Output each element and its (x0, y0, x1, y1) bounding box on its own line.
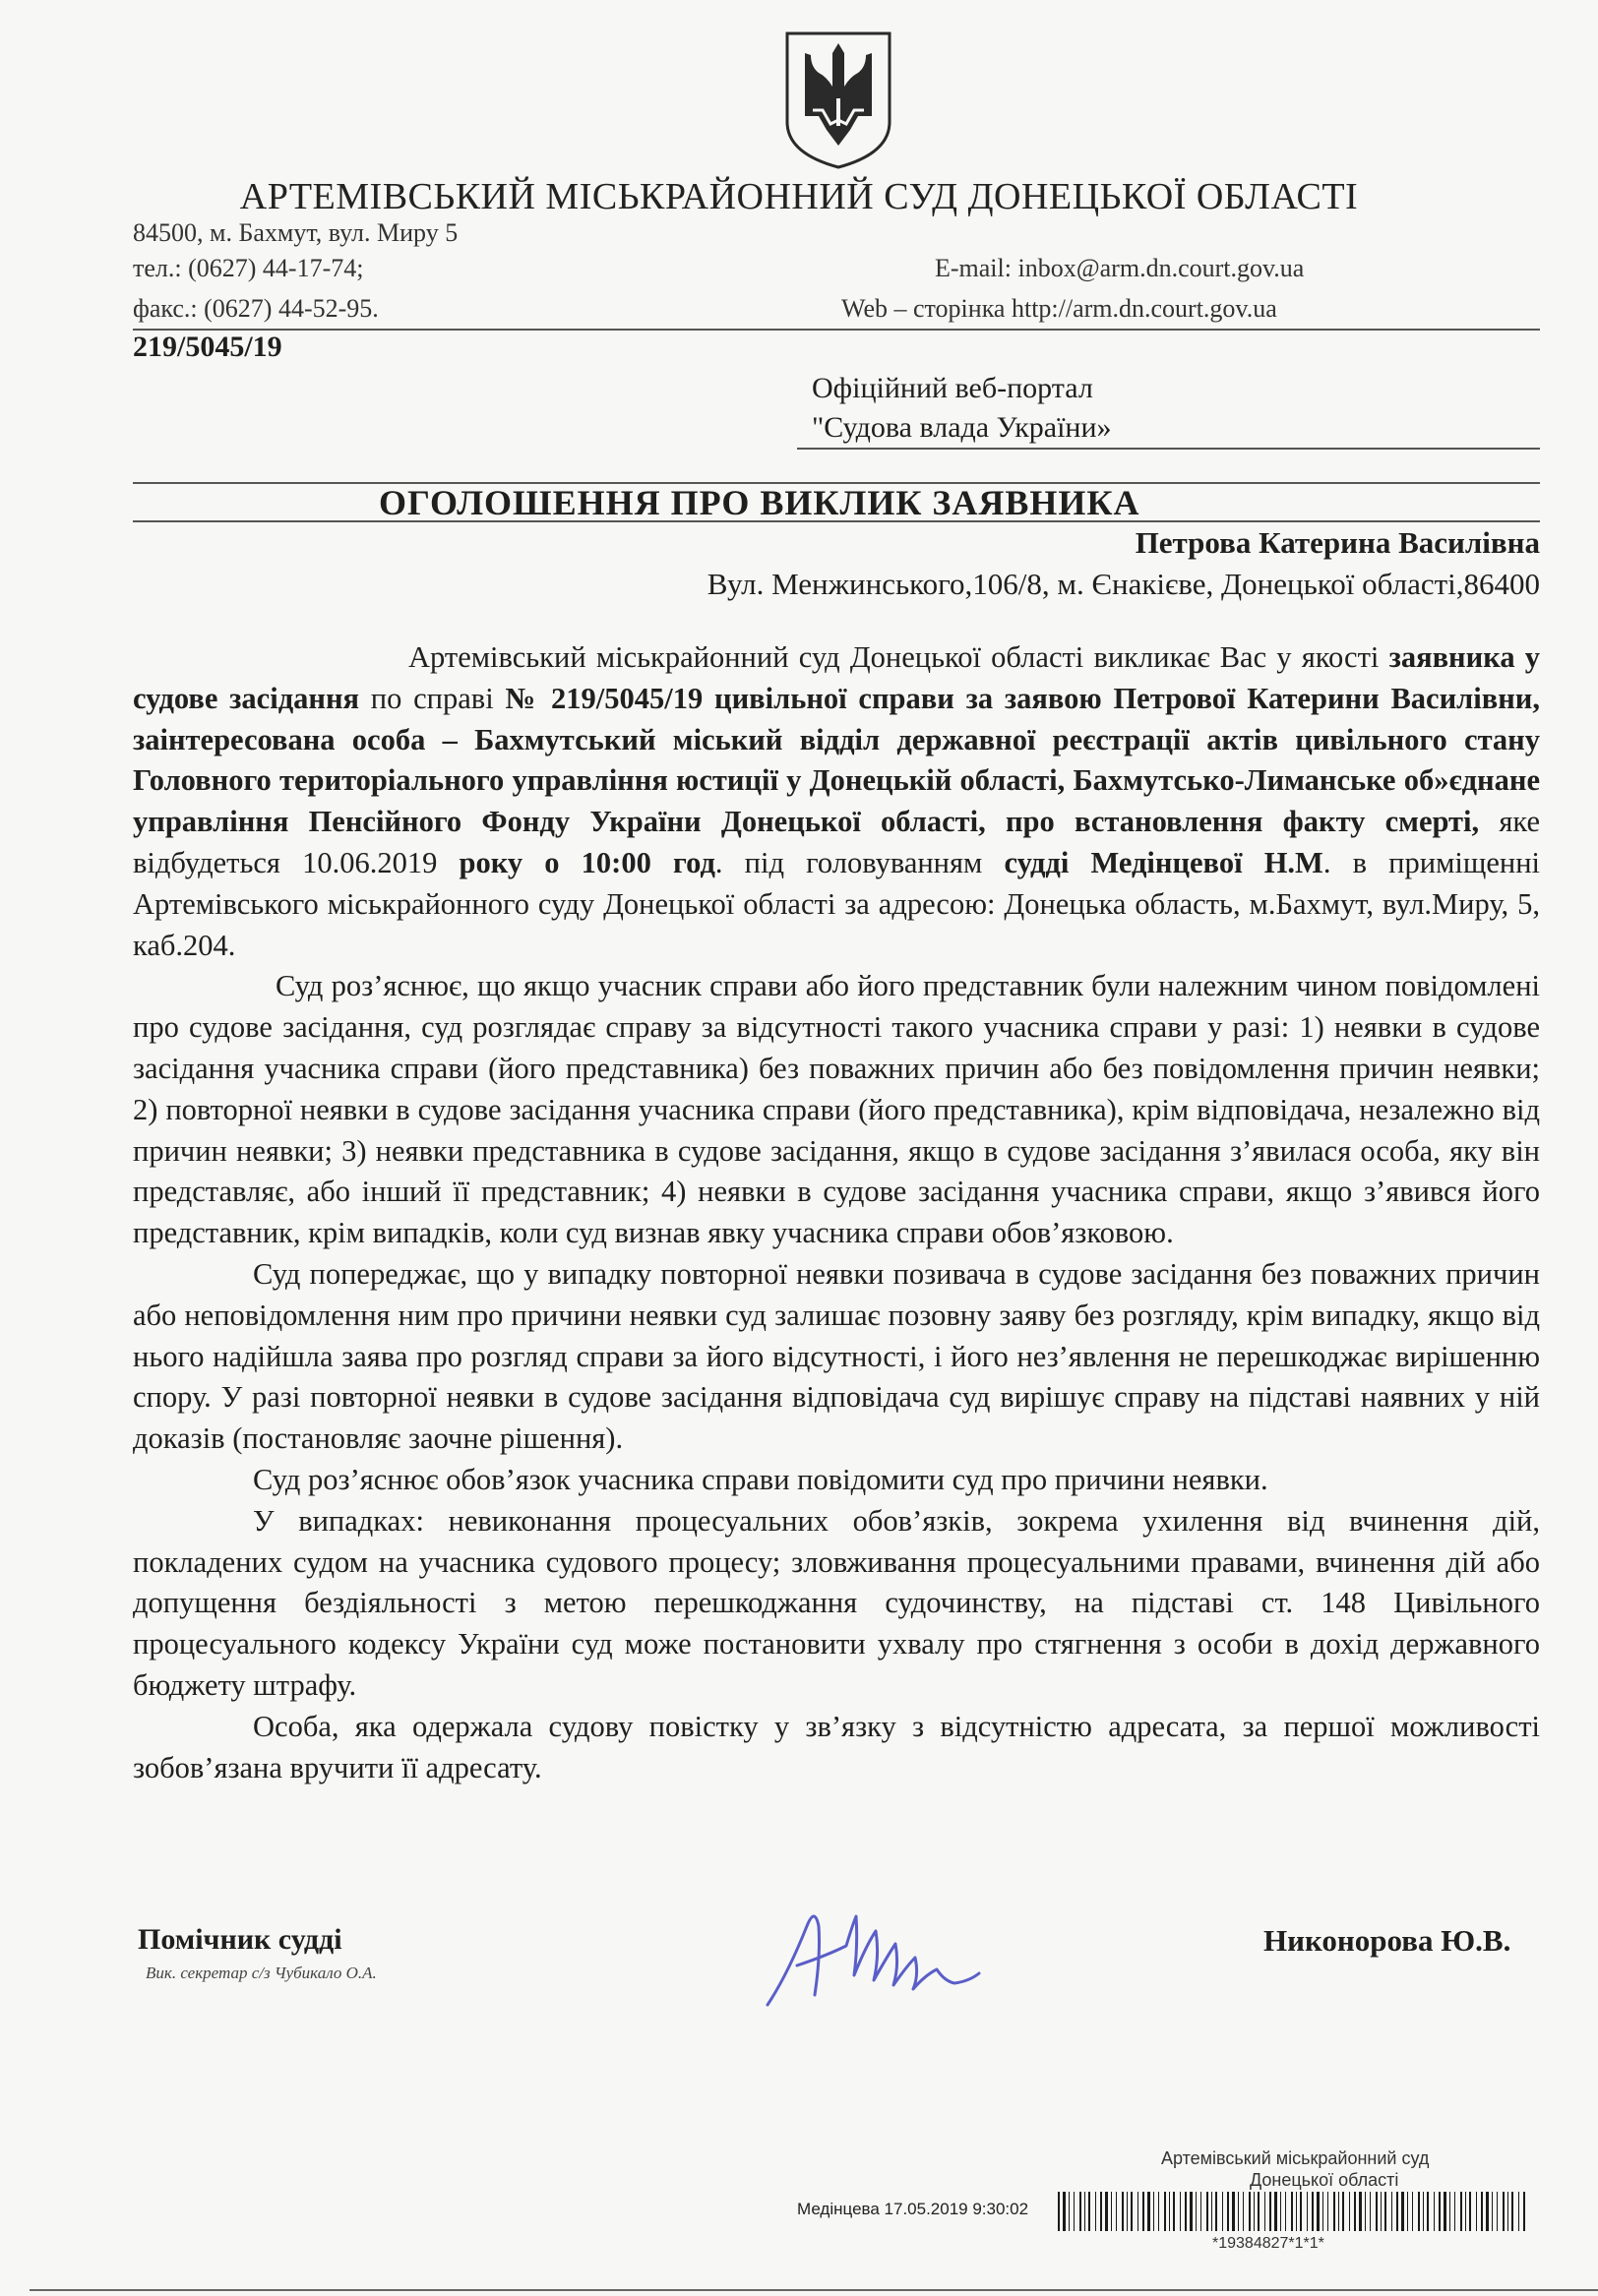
summons-time: року о 10:00 год (459, 845, 715, 879)
summons-text-1: Артемівський міськрайонний суд Донецької області викликає Вас у якості (408, 640, 1389, 674)
paragraph-warning: Суд попереджає, що у випадку повторної неявки позивача в судове засідання без поважних причин або неповідомлення ним про причини неявки суд залишає позовну заяву без розгляду, крім випадку, якщо від нього надійшла заява про розгляд справи за його відсутності, і його нез’явлення не перешкоджає вирішенню спору. У разі повторної неявки в судове засідання відповідача суд вирішує справу на підставі наявних у ній доказів (постановляє заочне рішення). (133, 1256, 1540, 1456)
addressee-address: Вул. Менжинського,106/8, м. Єнакієве, Донецької області,86400 (707, 567, 1540, 601)
summons-case: № 219/5045/19 цивільної справи за заявою Петрової Катерини Василівни, заінтересована особа – Бахмутський міський відділ державної реєстрації актів цивільного стану Головного територіального управління юстиції у Донецькій області, Бахмутсько-Лиманське об»єднане управління Пенсійного Фонду України Донецької області, про встановлення факту смерті, (133, 681, 1540, 839)
executor-note: Вик. секретар с/з Чубикало О.А. (146, 1964, 377, 1982)
paragraph-delivery: Особа, яка одержала судову повістку у зв’язку з відсутністю адресата, за першої можливості зобов’язана вручити її адресату. (133, 1709, 1540, 1784)
header-divider (133, 329, 1540, 331)
ukraine-coat-of-arms-icon (779, 28, 897, 173)
portal-underline (797, 448, 1540, 450)
court-phone: тел.: (0627) 44-17-74; (133, 254, 364, 282)
paragraph-penalty: У випадках: невиконання процесуальних обов’язків, зокрема ухилення від вчинення дій, покладених судом на учасника судового процесу; зловживання процесуальними правами, вчинення дій або допущення бездіяльності з метою перешкоджання судочинству, на підставі ст. 148 Цивільного процесуального кодексу України суд може постановити ухвалу про стягнення з особи в дохід державного бюджету штрафу. (133, 1503, 1540, 1702)
stamp-region: Донецької області (1250, 2170, 1399, 2190)
signer-role: Помічник судді (138, 1923, 342, 1956)
court-name: АРТЕМІВСЬКИЙ МІСЬКРАЙОННИЙ СУД ДОНЕЦЬКОЇ ОБЛАСТІ (239, 176, 1359, 217)
stamp-court: Артемівський міськрайонний суд (1161, 2148, 1430, 2168)
summons-text-3: . під головуванням (714, 845, 1005, 879)
signer-name: Никонорова Ю.В. (1263, 1923, 1511, 1958)
notice-body (133, 637, 1540, 1788)
court-website: Web – сторінка http://arm.dn.court.gov.ua (841, 294, 1277, 323)
summons-location: . в приміщенні Артемівського міськрайонного суду Донецької області за адресою: Донецька область, м.Бахмут, вул.Миру, 5, каб.204. (133, 845, 1540, 962)
summons-role: заявника у судове засідання (133, 640, 1540, 715)
summons-text-2: по справі (359, 681, 506, 715)
addressee-name: Петрова Катерина Василівна (1135, 525, 1540, 560)
handwritten-signature (758, 1887, 994, 2024)
court-address: 84500, м. Бахмут, вул. Миру 5 (133, 218, 459, 247)
title-bottom-rule (133, 520, 1540, 522)
page-bottom-edge (30, 2289, 1598, 2291)
court-fax: факс.: (0627) 44-52-95. (133, 294, 379, 323)
court-email: E-mail: inbox@arm.dn.court.gov.ua (935, 254, 1305, 282)
paragraph-summons (133, 637, 1540, 966)
notice-title: ОГОЛОШЕННЯ ПРО ВИКЛИК ЗАЯВНИКА (379, 483, 1140, 522)
barcode-number: *19384827*1*1* (1212, 2235, 1324, 2252)
portal-line-1: Офіційний веб-портал (812, 372, 1093, 404)
barcode-icon (1058, 2192, 1530, 2231)
paragraph-absence: Суд роз’яснює, що якщо учасник справи або його представник були належним чином повідомлені про судове засідання, суд розглядає справу за відсутності такого учасника справи у разі: 1) неявки в судове засідання учасника справи (його представника) без поважних причин або без повідомлення причин неявки; 2) повторної неявки в судове засідання учасника справи (його представника), крім відповідача, незалежно від причин неявки; 3) неявки представника в судове засідання, якщо в судове засідання з’явилася особа, яку він представляє, або інший її представник; 4) неявки в судове засідання учасника справи, якщо з’явився його представник, крім випадків, коли суд визнав явку учасника справи обов’язковою. (133, 969, 1540, 1250)
paragraph-obligation: Суд роз’яснює обов’язок учасника справи повідомити суд про причини неявки. (253, 1462, 1268, 1496)
registration-stamp: Медінцева 17.05.2019 9:30:02 (797, 2200, 1029, 2218)
summons-judge: судді Медінцевої Н.М (1004, 845, 1323, 879)
summons-date: яке відбудеться 10.06.2019 (133, 805, 1541, 879)
portal-line-2: "Судова влада України» (812, 411, 1112, 444)
case-number: 219/5045/19 (133, 331, 282, 363)
